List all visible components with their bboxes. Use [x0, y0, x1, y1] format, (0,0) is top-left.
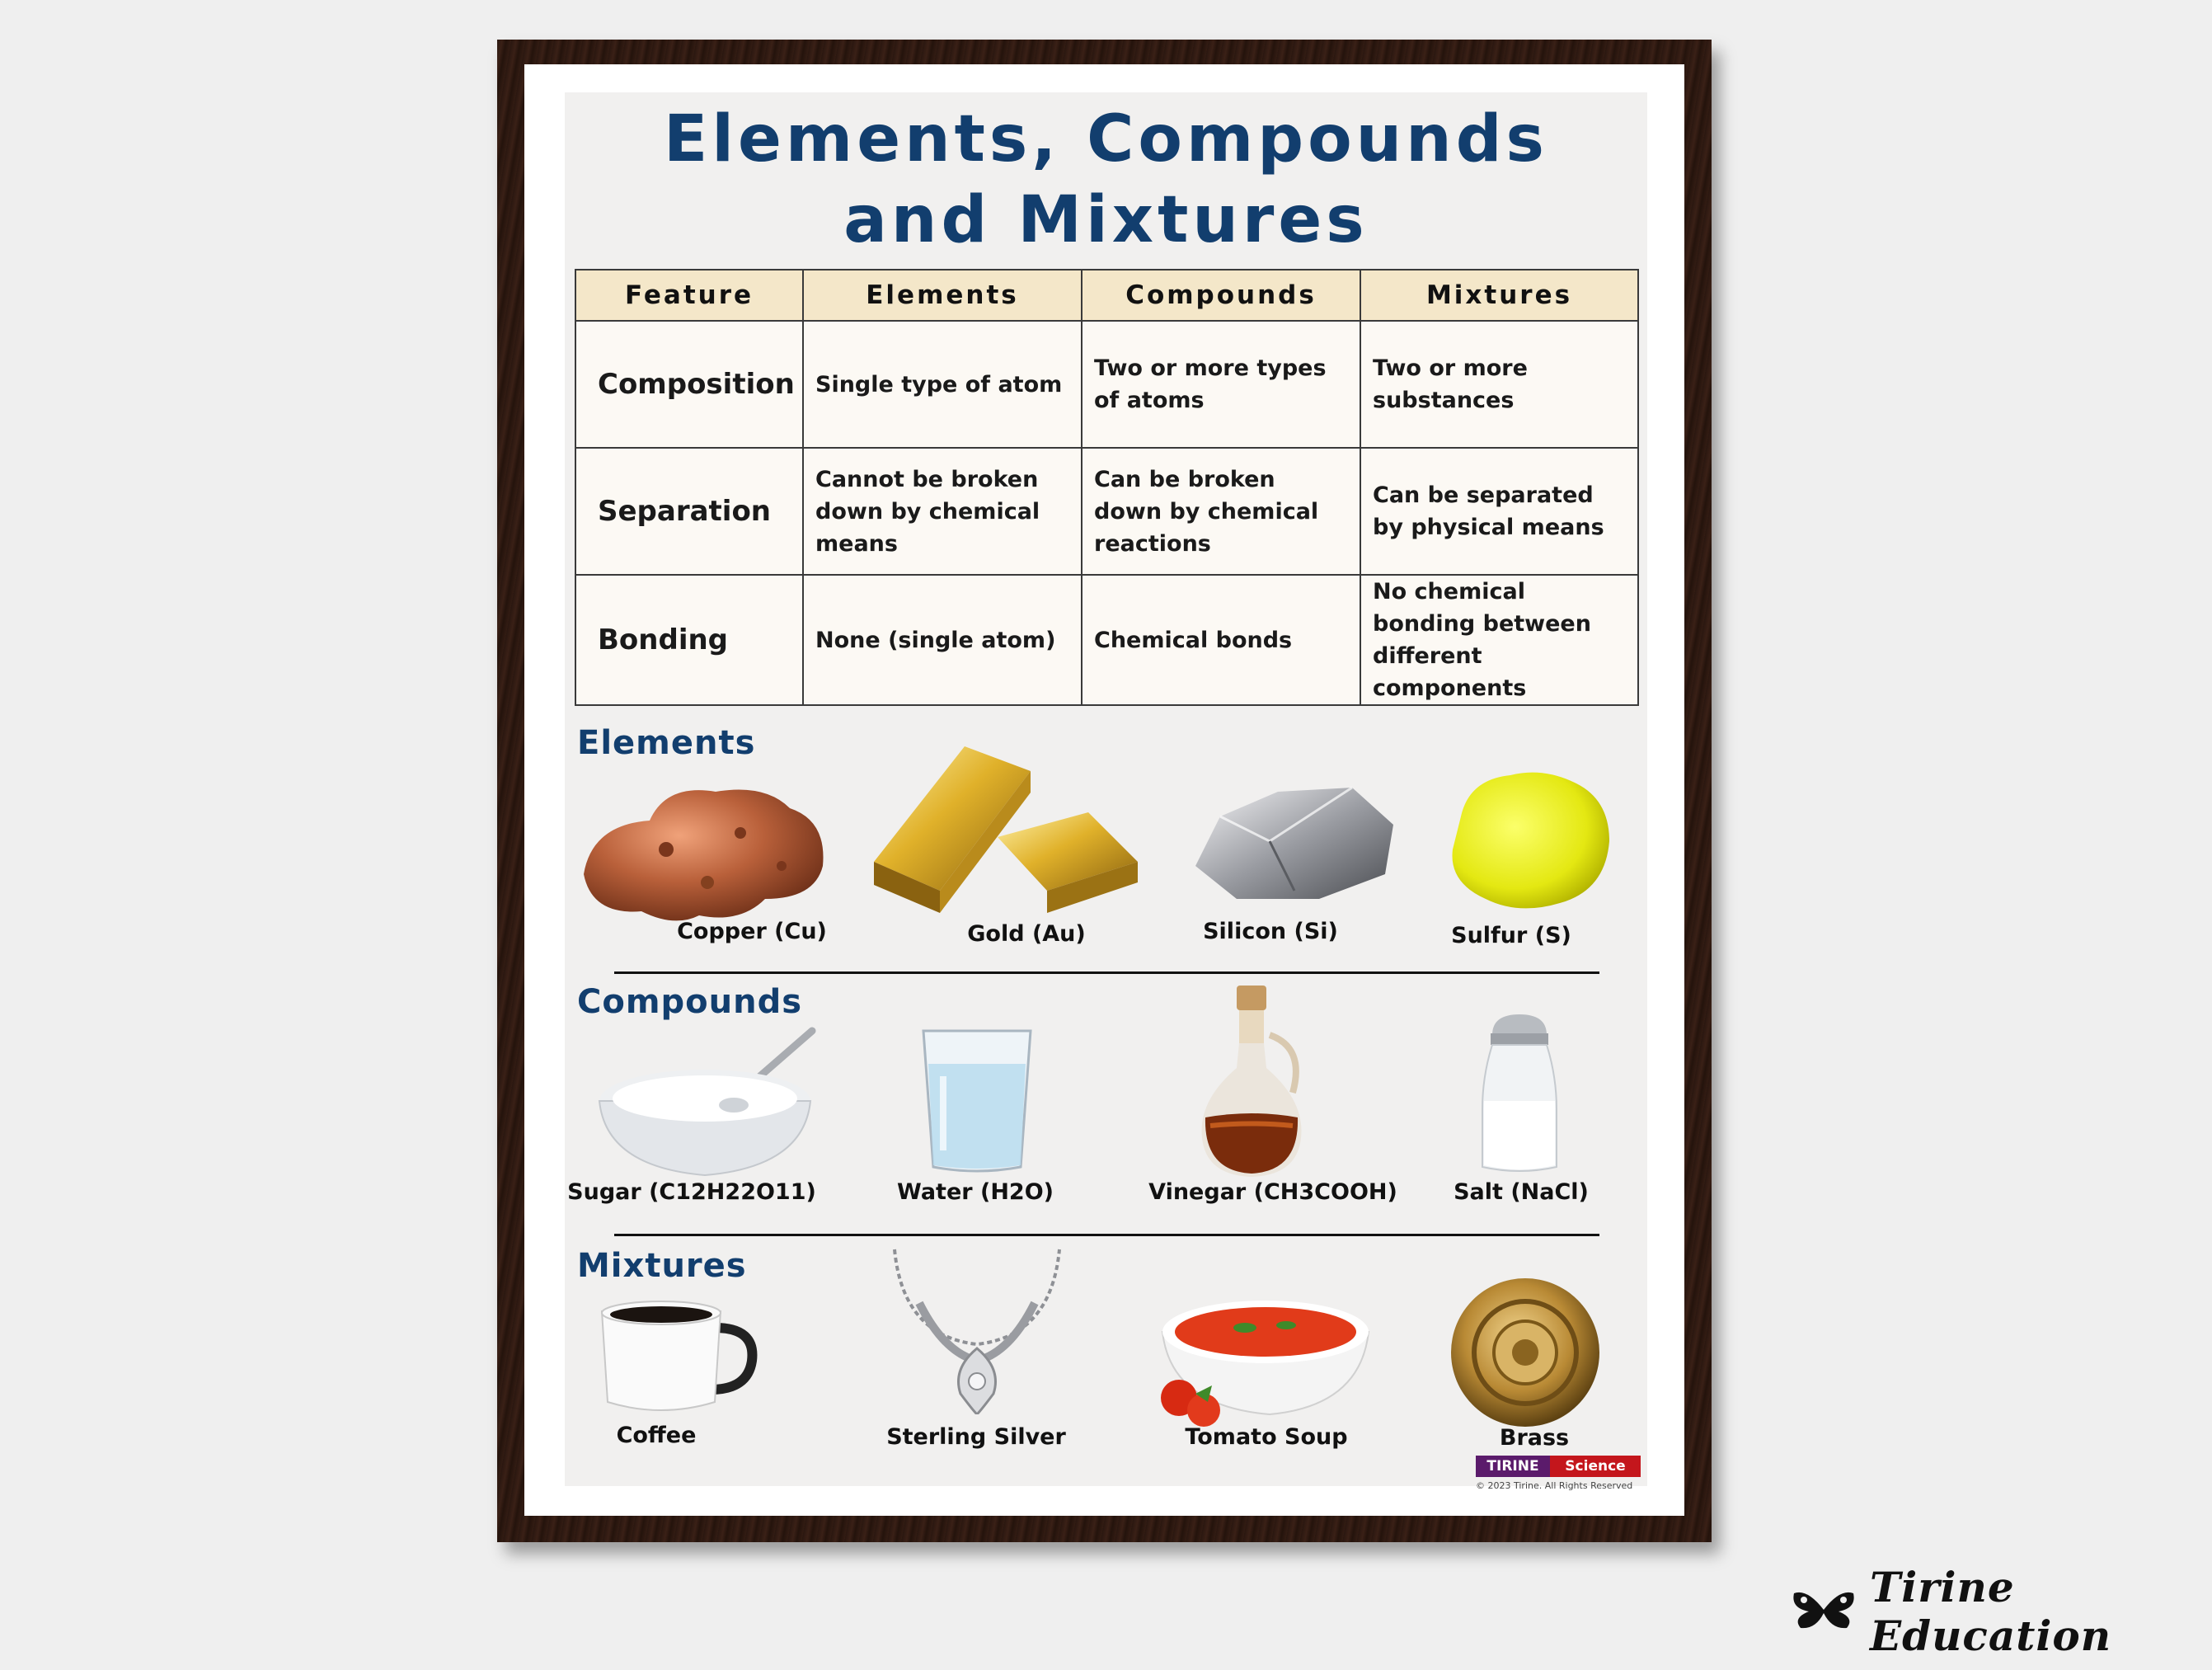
label-sterling-silver: Sterling Silver [886, 1424, 1066, 1450]
soup-bowl-icon [1146, 1282, 1377, 1427]
cell-elements: None (single atom) [803, 575, 1082, 705]
table-header-row [575, 270, 1638, 321]
cell-compounds: Can be broken down by chemical reactions [1082, 448, 1360, 575]
poster-title [565, 99, 1647, 261]
title-line-2: and Mixtures [843, 183, 1369, 257]
brand-tag-tirine: TIRINE [1476, 1456, 1550, 1477]
vinegar-bottle-icon [1194, 986, 1309, 1179]
signature-text: Tirine Education [1870, 1563, 2112, 1660]
label-sulfur: Sulfur (S) [1451, 923, 1571, 948]
row-feature: Bonding [575, 575, 803, 705]
copper-nugget-icon [575, 775, 831, 932]
table-row [575, 448, 1638, 575]
silicon-chunk-icon [1187, 775, 1402, 907]
table-row [575, 321, 1638, 448]
label-coffee: Coffee [616, 1423, 697, 1448]
section-divider [614, 971, 1599, 974]
label-copper: Copper (Cu) [677, 919, 827, 944]
label-tomato-soup: Tomato Soup [1185, 1424, 1348, 1450]
title-line-1: Elements, Compounds [664, 102, 1548, 176]
sugar-bowl-icon [594, 1023, 816, 1179]
cell-elements: Cannot be broken down by chemical means [803, 448, 1082, 575]
section-title-compounds: Compounds [577, 983, 803, 1021]
label-silicon: Silicon (Si) [1203, 919, 1338, 944]
cell-compounds: Chemical bonds [1082, 575, 1360, 705]
section-divider [614, 1234, 1599, 1236]
label-water: Water (H2O) [897, 1179, 1054, 1205]
water-glass-icon [915, 1027, 1039, 1175]
header-feature: Feature [575, 270, 803, 321]
coffee-cup-icon [595, 1295, 760, 1418]
butterfly-icon [1791, 1588, 1857, 1635]
section-title-mixtures: Mixtures [577, 1247, 747, 1285]
sulfur-rock-icon [1444, 767, 1618, 915]
comparison-table [575, 269, 1639, 706]
section-title-elements: Elements [577, 724, 756, 762]
header-compounds: Compounds [1082, 270, 1360, 321]
table-row [575, 575, 1638, 705]
cell-compounds: Two or more types of atoms [1082, 321, 1360, 448]
row-feature: Separation [575, 448, 803, 575]
necklace-icon [886, 1245, 1068, 1414]
salt-shaker-icon [1474, 1010, 1565, 1175]
label-vinegar: Vinegar (CH3COOH) [1148, 1179, 1397, 1205]
label-brass: Brass [1499, 1425, 1570, 1451]
cell-mixtures: Can be separated by physical means [1360, 448, 1638, 575]
header-elements: Elements [803, 270, 1082, 321]
label-salt: Salt (NaCl) [1454, 1179, 1589, 1205]
brand-tag-science: Science [1550, 1456, 1641, 1477]
row-feature: Composition [575, 321, 803, 448]
signature [1791, 1563, 2212, 1660]
cell-mixtures: Two or more substances [1360, 321, 1638, 448]
cell-mixtures: No chemical bonding between different components [1360, 575, 1638, 705]
label-gold: Gold (Au) [967, 921, 1086, 947]
cell-elements: Single type of atom [803, 321, 1082, 448]
copyright-text: © 2023 Tirine. All Rights Reserved [1476, 1480, 1633, 1491]
label-sugar: Sugar (C12H22O11) [567, 1179, 816, 1205]
header-mixtures: Mixtures [1360, 270, 1638, 321]
gold-bars-icon [866, 738, 1146, 920]
brass-knob-icon [1447, 1274, 1604, 1431]
brand-tag [1476, 1456, 1641, 1477]
